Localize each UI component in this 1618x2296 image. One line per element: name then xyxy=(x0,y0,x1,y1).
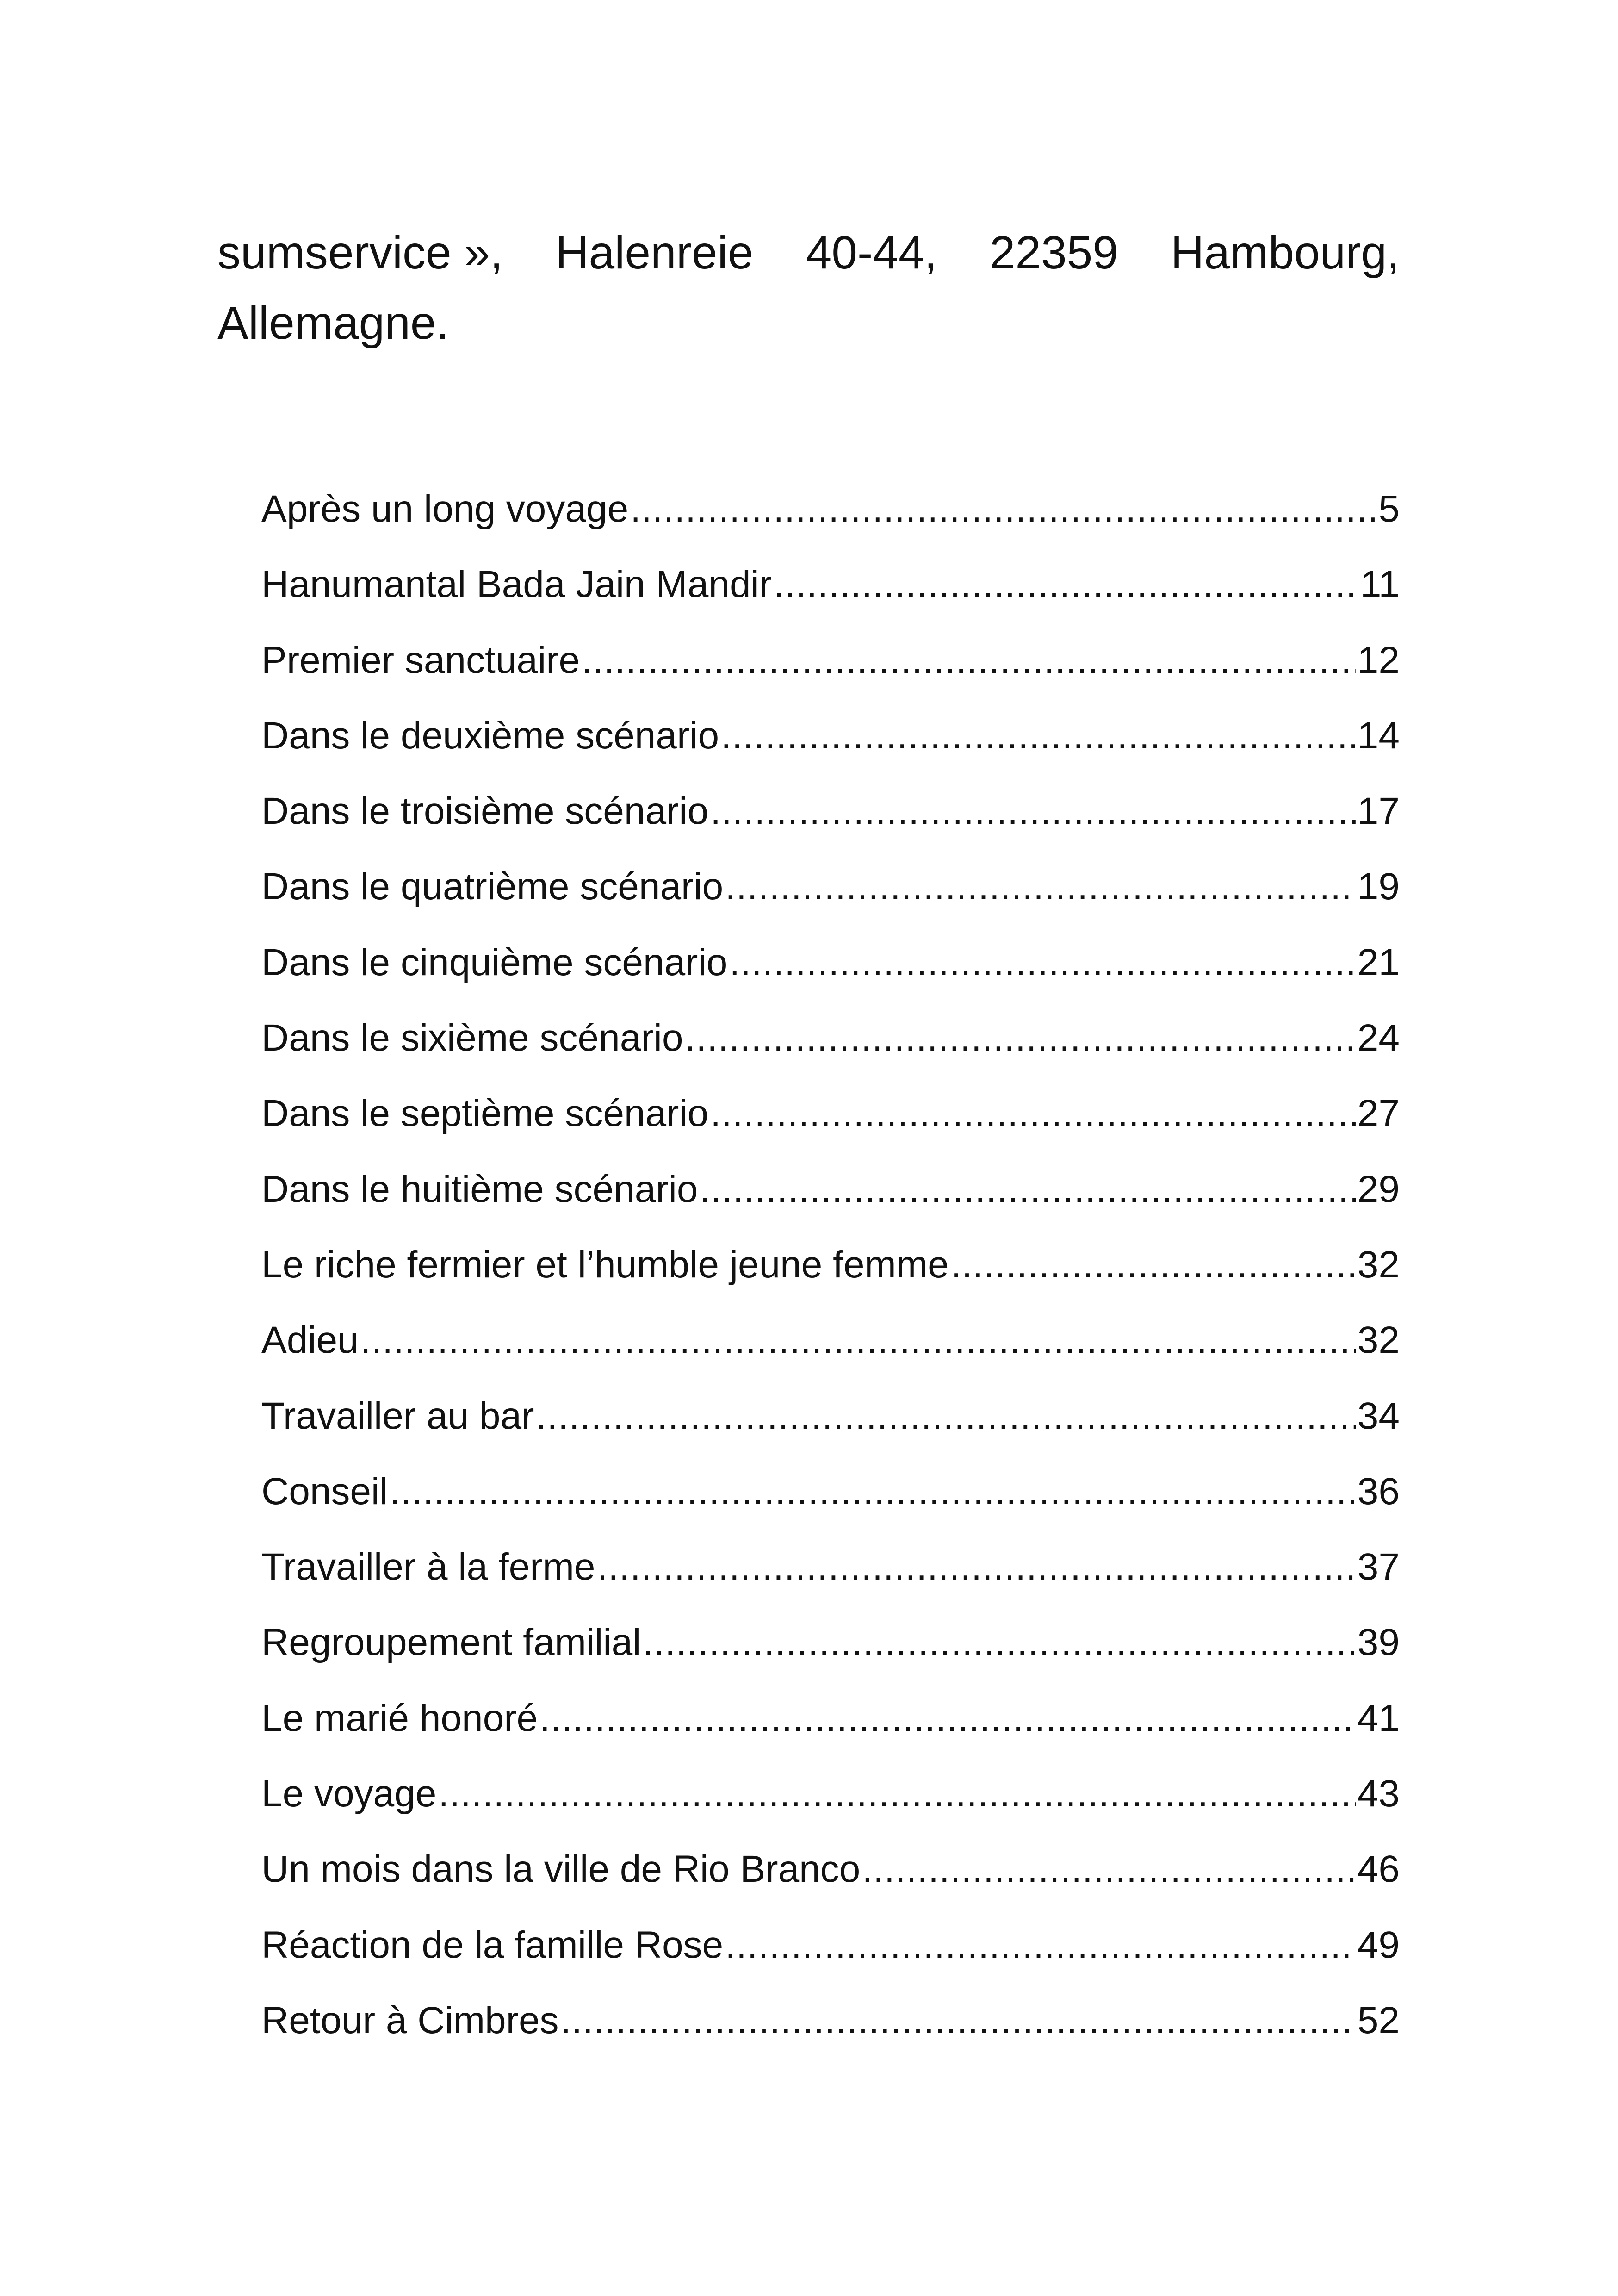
toc-page-number: 39 xyxy=(1357,1621,1400,1664)
toc-dot-leader xyxy=(685,1008,1356,1068)
toc-entry-title: Travailler à la ferme xyxy=(261,1546,595,1588)
toc-dot-leader xyxy=(630,479,1376,539)
toc-dot-leader xyxy=(729,933,1355,993)
toc-entry[interactable] xyxy=(261,1235,1400,1310)
toc-dot-leader xyxy=(438,1764,1355,1824)
toc-dot-leader xyxy=(561,1991,1356,2051)
toc-entry[interactable] xyxy=(261,1462,1400,1537)
toc-entry[interactable] xyxy=(261,1764,1400,1839)
toc-entry-title: Regroupement familial xyxy=(261,1621,641,1664)
toc-entry[interactable] xyxy=(261,1310,1400,1386)
toc-entry-title: Hanumantal Bada Jain Mandir xyxy=(261,563,772,606)
toc-entry[interactable] xyxy=(261,1915,1400,1991)
toc-entry-title: Travailler au bar xyxy=(261,1394,534,1437)
toc-page-number: 36 xyxy=(1357,1470,1400,1512)
toc-page-number: 17 xyxy=(1357,790,1400,833)
toc-entry-title: Dans le septième scénario xyxy=(261,1092,709,1135)
toc-dot-leader xyxy=(951,1235,1356,1295)
toc-dot-leader xyxy=(710,781,1356,841)
toc-entry[interactable] xyxy=(261,630,1400,706)
toc-entry[interactable] xyxy=(261,1386,1400,1462)
toc-page-number: 11 xyxy=(1360,563,1400,606)
toc-entry-title: Dans le troisième scénario xyxy=(261,790,709,833)
toc-page-number: 46 xyxy=(1357,1848,1400,1891)
toc-page-number: 52 xyxy=(1357,1999,1400,2041)
toc-entry-title: Après un long voyage xyxy=(261,488,629,530)
toc-entry[interactable] xyxy=(261,479,1400,554)
toc-page-number: 5 xyxy=(1378,488,1400,530)
address-word: 40-44, xyxy=(806,227,937,279)
toc-page-number: 32 xyxy=(1357,1243,1400,1286)
toc-entry[interactable] xyxy=(261,1083,1400,1159)
toc-entry[interactable] xyxy=(261,933,1400,1008)
toc-page-number: 29 xyxy=(1357,1168,1400,1210)
toc-entry-title: Dans le huitième scénario xyxy=(261,1168,698,1210)
toc-entry-title: Dans le cinquième scénario xyxy=(261,941,728,983)
toc-dot-leader xyxy=(539,1688,1356,1748)
toc-dot-leader xyxy=(725,1915,1356,1975)
toc-page-number: 19 xyxy=(1357,865,1400,908)
toc-entry[interactable] xyxy=(261,1839,1400,1915)
toc-page-number: 41 xyxy=(1357,1697,1400,1739)
toc-entry-title: Le marié honoré xyxy=(261,1697,538,1739)
toc-entry[interactable] xyxy=(261,1991,1400,2066)
toc-dot-leader xyxy=(721,706,1356,766)
toc-entry-title: Un mois dans la ville de Rio Branco xyxy=(261,1848,861,1891)
table-of-contents xyxy=(261,479,1400,2066)
toc-entry[interactable] xyxy=(261,554,1400,630)
toc-page-number: 12 xyxy=(1357,639,1400,681)
toc-entry-title: Le riche fermier et l’humble jeune femme xyxy=(261,1243,949,1286)
toc-dot-leader xyxy=(774,554,1358,615)
toc-dot-leader xyxy=(862,1839,1355,1899)
toc-page-number: 43 xyxy=(1357,1773,1400,1815)
address-word: 22359 xyxy=(989,227,1118,279)
toc-entry[interactable] xyxy=(261,1159,1400,1235)
address-paragraph xyxy=(217,218,1400,358)
toc-entry-title: Conseil xyxy=(261,1470,388,1512)
toc-page-number: 34 xyxy=(1357,1394,1400,1437)
toc-entry-title: Dans le sixième scénario xyxy=(261,1017,683,1059)
toc-entry-title: Réaction de la famille Rose xyxy=(261,1923,724,1966)
toc-dot-leader xyxy=(360,1310,1356,1370)
toc-dot-leader xyxy=(710,1083,1356,1144)
toc-entry-title: Dans le quatrième scénario xyxy=(261,865,724,908)
toc-entry[interactable] xyxy=(261,1688,1400,1764)
toc-dot-leader xyxy=(643,1612,1355,1673)
address-line-1 xyxy=(217,218,1400,288)
toc-entry[interactable] xyxy=(261,1537,1400,1612)
toc-page-number: 21 xyxy=(1357,941,1400,983)
toc-entry[interactable] xyxy=(261,706,1400,781)
toc-page-number: 49 xyxy=(1357,1923,1400,1966)
toc-entry-title: Retour à Cimbres xyxy=(261,1999,559,2041)
toc-page-number: 14 xyxy=(1357,714,1400,757)
toc-page-number: 27 xyxy=(1357,1092,1400,1135)
toc-dot-leader xyxy=(536,1386,1355,1446)
toc-entry[interactable] xyxy=(261,1008,1400,1083)
toc-entry-title: Dans le deuxième scénario xyxy=(261,714,719,757)
toc-dot-leader xyxy=(582,630,1356,691)
address-word: Hambourg, xyxy=(1171,227,1400,279)
toc-dot-leader xyxy=(390,1462,1355,1522)
toc-entry[interactable] xyxy=(261,857,1400,932)
address-word: sumservice », xyxy=(217,227,503,279)
address-word: Halenreie xyxy=(555,227,754,279)
toc-dot-leader xyxy=(725,857,1356,917)
toc-entry[interactable] xyxy=(261,781,1400,857)
toc-entry-title: Le voyage xyxy=(261,1773,437,1815)
toc-entry-title: Premier sanctuaire xyxy=(261,639,580,681)
toc-page-number: 24 xyxy=(1357,1017,1400,1059)
address-line-2: Allemagne. xyxy=(217,297,449,349)
toc-entry[interactable] xyxy=(261,1612,1400,1688)
toc-dot-leader xyxy=(597,1537,1356,1597)
toc-dot-leader xyxy=(700,1159,1355,1220)
toc-entry-title: Adieu xyxy=(261,1319,359,1362)
toc-page-number: 37 xyxy=(1357,1546,1400,1588)
toc-page-number: 32 xyxy=(1357,1319,1400,1362)
